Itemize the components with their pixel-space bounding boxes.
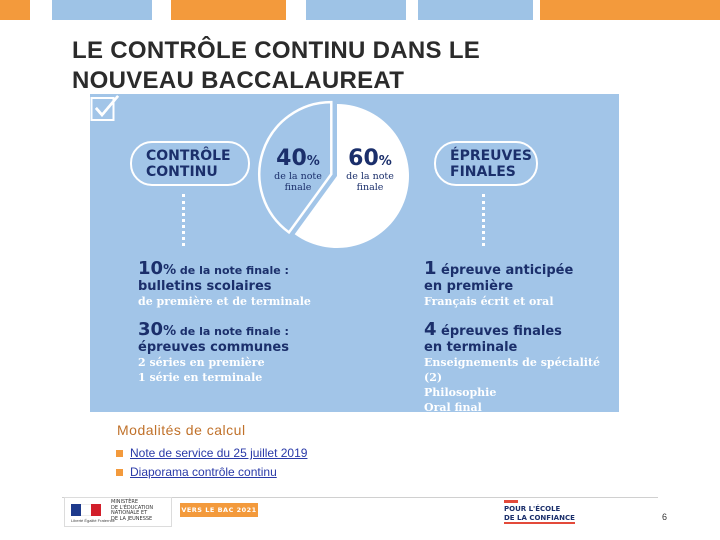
- dotted-connector: [482, 194, 485, 246]
- item-number: 10: [138, 258, 164, 279]
- page-number: 6: [662, 512, 668, 522]
- ecole-line: DE LA CONFIANCE: [504, 514, 575, 525]
- modalites-links: [116, 444, 307, 482]
- top-accent-bar: [52, 0, 152, 20]
- bullet-icon: [116, 450, 123, 457]
- item-detail: Oral final: [424, 401, 482, 412]
- top-accent-bar: [306, 0, 406, 20]
- item-detail: Philosophie: [424, 386, 497, 399]
- item-label: épreuve anticipée: [436, 263, 574, 278]
- top-accent-bar: [171, 0, 286, 20]
- controle-continu-pill: [130, 141, 250, 186]
- item-detail: Français écrit et oral: [424, 295, 554, 308]
- epreuves-finales-pill: [434, 141, 538, 186]
- pill-label: CONTRÔLE: [146, 148, 231, 164]
- item-detail: de première et de terminale: [138, 295, 311, 308]
- info-item-bulletins: [138, 260, 338, 309]
- ministere-line: DE L'ÉDUCATION: [111, 504, 154, 511]
- pie-sub: de la note: [274, 171, 322, 182]
- item-unit: %: [163, 324, 177, 339]
- item-label: épreuves finales: [436, 324, 562, 339]
- item-number: 4: [424, 319, 437, 340]
- item-detail: Enseignements de spécialité (2): [424, 356, 601, 384]
- item-heading: bulletins scolaires: [138, 279, 272, 294]
- french-flag-icon: [71, 504, 101, 516]
- item-heading: épreuves communes: [138, 340, 289, 355]
- checkbox-icon: [90, 94, 120, 122]
- info-item-epreuves-communes: [138, 321, 348, 385]
- pill-label: FINALES: [450, 164, 516, 180]
- pill-label: CONTINU: [146, 164, 218, 180]
- ministere-line: MINISTÈRE: [111, 499, 139, 505]
- item-number: 30: [138, 319, 164, 340]
- bac-2021-tag: VERS LE BAC 2021: [180, 503, 258, 517]
- republique-motto: Liberté Égalité Fraternité: [71, 518, 115, 523]
- ministere-logo: [64, 497, 172, 527]
- slide-title: [72, 36, 632, 96]
- pie-unit: %: [306, 154, 320, 169]
- info-item-epreuves-finales: [424, 321, 618, 412]
- diaporama-link[interactable]: Diaporama contrôle continu: [130, 465, 277, 479]
- slide-title-line2: NOUVEAU BACCALAUREAT: [72, 67, 405, 94]
- pie-value: 60: [348, 146, 379, 171]
- info-item-epreuve-anticipee: [424, 260, 614, 309]
- list-item: [116, 444, 307, 463]
- item-unit: %: [163, 263, 177, 278]
- item-label: de la note finale :: [176, 325, 289, 338]
- item-heading: en première: [424, 279, 514, 294]
- top-accent-bar: [418, 0, 533, 20]
- bullet-icon: [116, 469, 123, 476]
- pie-unit: %: [378, 154, 392, 169]
- pill-label: ÉPREUVES: [450, 148, 533, 164]
- note-de-service-link[interactable]: Note de service du 25 juillet 2019: [130, 446, 308, 460]
- item-detail: 1 série en terminale: [138, 371, 263, 384]
- item-detail: 2 séries en première: [138, 356, 265, 369]
- top-accent-bar: [0, 0, 30, 20]
- dotted-connector: [182, 194, 185, 246]
- ministere-line: DE LA JEUNESSE: [111, 515, 153, 522]
- pie-label-60: [340, 146, 400, 193]
- pie-sub: finale: [284, 182, 312, 193]
- ecole-line: POUR L'ÉCOLE: [504, 505, 561, 513]
- item-heading: en terminale: [424, 340, 518, 355]
- ministere-name: [111, 500, 169, 522]
- item-number: 1: [424, 258, 437, 279]
- item-label: de la note finale :: [176, 264, 289, 277]
- list-item: [116, 463, 307, 482]
- ministere-line: NATIONALE ET: [111, 510, 148, 516]
- logo-mark-icon: [504, 500, 518, 503]
- ecole-confiance-logo: [504, 500, 592, 524]
- modalites-heading: Modalités de calcul: [117, 422, 246, 438]
- top-accent-bar: [540, 0, 720, 20]
- pie-label-40: [270, 146, 326, 193]
- pie-sub: de la note: [346, 171, 394, 182]
- pie-sub: finale: [356, 182, 384, 193]
- pie-value: 40: [276, 146, 307, 171]
- infographic-panel: [90, 94, 619, 412]
- slide-title-line1: LE CONTRÔLE CONTINU DANS LE: [72, 37, 481, 64]
